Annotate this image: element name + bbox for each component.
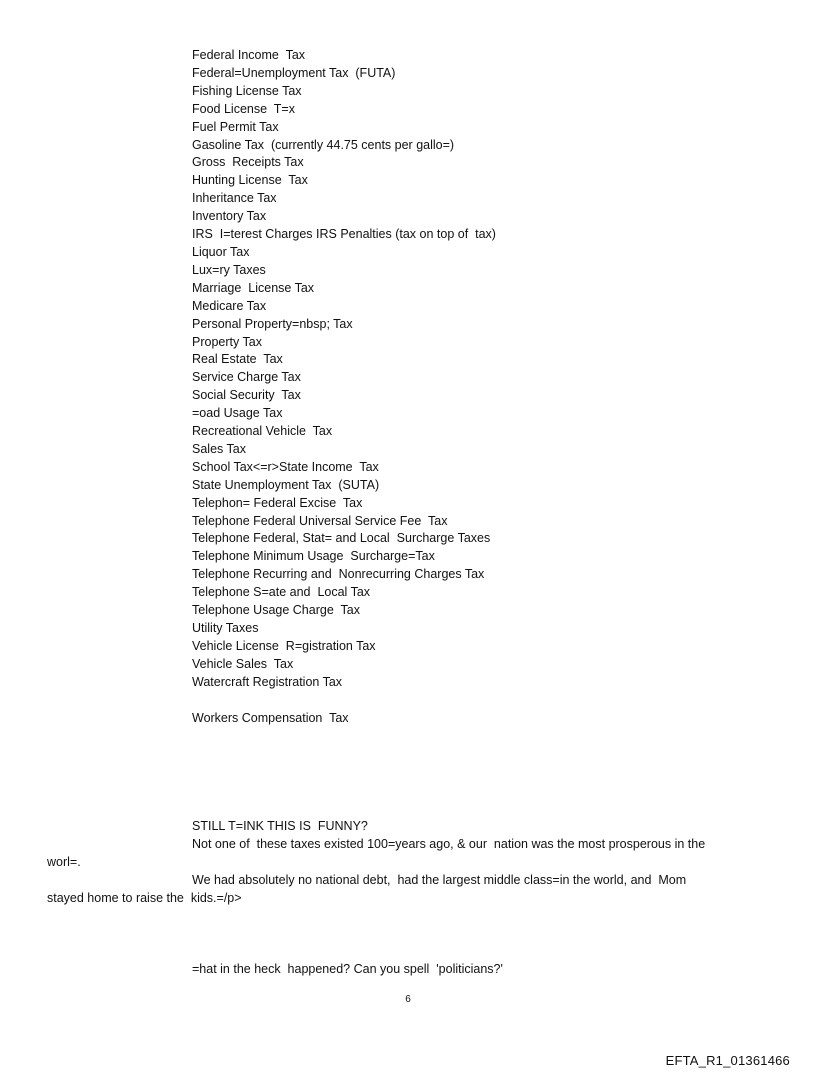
tax-list-item: Gross Receipts Tax: [192, 155, 304, 170]
tax-list-item: Gasoline Tax (currently 44.75 cents per gallo=): [192, 137, 455, 152]
tax-list-item: Service Charge Tax: [192, 370, 301, 385]
not-one-text: Not one of these taxes existed 100=years ago, & our nation was the most prosperous in the: [192, 836, 706, 851]
tax-list-item: Vehicle License R=gistration Tax: [192, 638, 376, 653]
tax-list-item: Recreational Vehicle Tax: [192, 424, 333, 439]
tax-list-item: Food License T=x: [192, 101, 295, 116]
no-debt-continuation-text: stayed home to raise the kids.=/p>: [47, 890, 242, 905]
tax-list-item: Fishing License Tax: [192, 83, 302, 98]
paragraph-no-debt-continuation: [0, 872, 816, 926]
tax-list-item: Federal Income Tax: [192, 48, 306, 62]
tax-list-item: Utility Taxes: [192, 621, 259, 635]
still-think-text: STILL T=INK THIS IS FUNNY?: [192, 818, 368, 833]
tax-list-item: Telephone Recurring and Nonrecurring Charges Tax: [192, 567, 485, 582]
tax-list-item: Sales Tax: [192, 441, 246, 456]
tax-list-item: Fuel Permit Tax: [192, 119, 279, 134]
tax-list-item: Liquor Tax: [192, 244, 250, 259]
page-number: 6: [405, 994, 411, 1005]
tax-list-item: Watercraft Registration Tax: [192, 674, 343, 689]
tax-list-item: Telephone Federal Universal Service Fee Tax: [192, 513, 448, 528]
tax-list-item: Telephone Usage Charge Tax: [192, 603, 360, 618]
tax-list-item: State Unemployment Tax (SUTA): [192, 477, 380, 492]
tax-list-item: Real Estate Tax: [192, 352, 283, 367]
no-debt-text: We had absolutely no national debt, had the largest middle class=in the world, and Mom: [192, 872, 687, 887]
tax-list: [192, 47, 496, 728]
tax-list-item: Workers Compensation Tax: [192, 710, 349, 725]
tax-list-item: Personal Property=nbsp; Tax: [192, 316, 353, 331]
not-one-continuation-text: worl=.: [47, 854, 81, 869]
bates-number: EFTA_R1_01361466: [665, 1053, 790, 1068]
tax-list-item: School Tax<=r>State Income Tax: [192, 459, 379, 474]
tax-list-item: Vehicle Sales Tax: [192, 656, 294, 671]
tax-list-item: Medicare Tax: [192, 298, 267, 313]
tax-list-item: Federal=Unemployment Tax (FUTA): [192, 65, 396, 80]
tax-list-item: Hunting License Tax: [192, 173, 308, 188]
tax-list-item: Marriage License Tax: [192, 280, 315, 295]
tax-list-item: Property Tax: [192, 334, 262, 349]
tax-list-item: Telephone Federal, Stat= and Local Surcharge Taxes: [192, 531, 491, 546]
tax-list-item: Lux=ry Taxes: [192, 262, 266, 277]
tax-list-item: Inventory Tax: [192, 209, 267, 224]
tax-list-item: Telephon= Federal Excise Tax: [192, 495, 363, 510]
tax-list-item: IRS I=terest Charges IRS Penalties (tax on top of tax): [192, 227, 496, 242]
tax-list-item: Telephone S=ate and Local Tax: [192, 585, 371, 600]
closing-what-happened-line: [0, 943, 816, 997]
tax-list-item: =oad Usage Tax: [192, 406, 283, 421]
tax-list-item: Social Security Tax: [192, 388, 301, 403]
what-happened-text: =hat in the heck happened? Can you spell 'politicians?': [192, 961, 503, 976]
tax-list-item: Inheritance Tax: [192, 191, 277, 206]
tax-list-item: Telephone Minimum Usage Surcharge=Tax: [192, 549, 435, 564]
